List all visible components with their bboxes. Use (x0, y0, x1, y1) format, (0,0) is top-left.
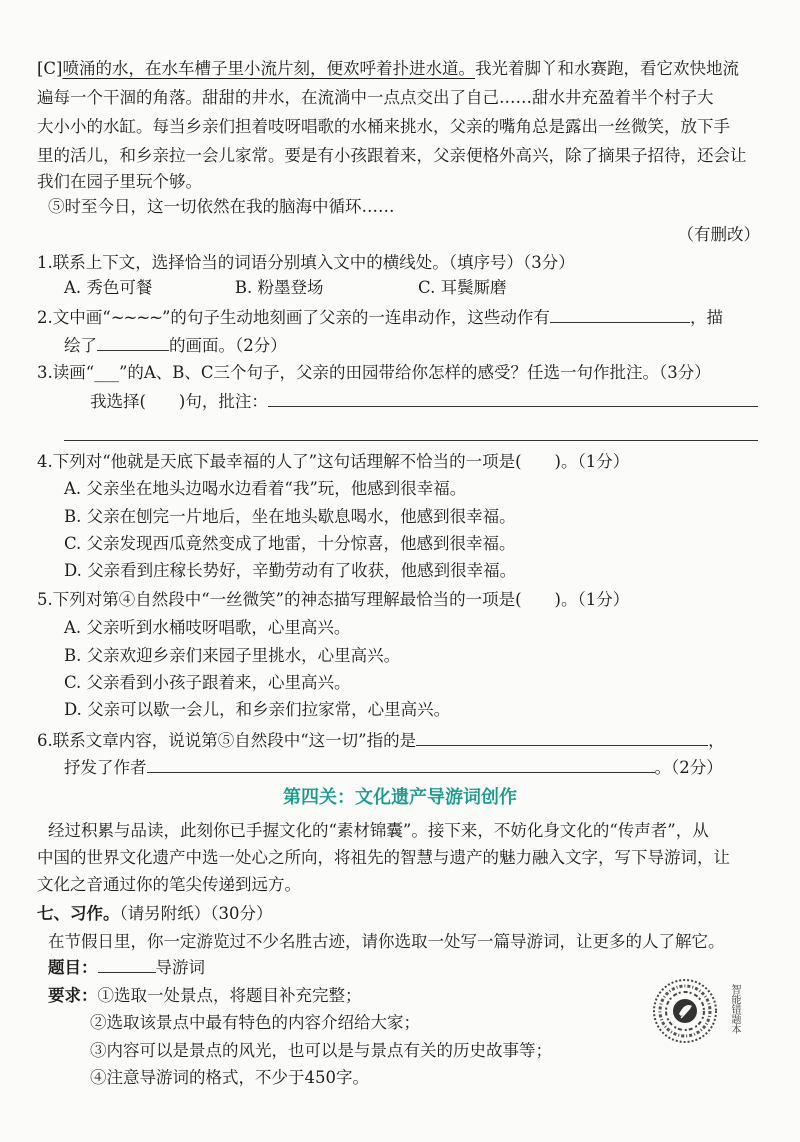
requirement-2: ②选取该景点中最有特色的内容介绍给大家； (90, 1013, 420, 1032)
passage-line-5: 我们在园子里玩个够。 (37, 172, 202, 191)
writing-note: （请另附纸）（30分） (119, 904, 273, 923)
edited-note: （有删改） (677, 225, 760, 244)
wavy-mark: ~~~~ (110, 308, 162, 327)
section-intro-3: 文化之音通过你的笔尖传递到远方。 (37, 875, 301, 894)
question-2-cont (64, 334, 760, 357)
title-label: 题目： (48, 958, 98, 977)
question-text: ，描 (689, 308, 723, 327)
question-text: 我选择( )句，批注： (90, 392, 268, 411)
passage-line-4: 里的活儿，和乡亲拉一会儿家常。要是有小孩跟着来，父亲便格外高兴，除了摘果子招待，还会让 (37, 146, 747, 165)
question-text: 。（2分） (654, 758, 723, 777)
question-text: 的画面。（2分） (169, 336, 287, 355)
question-1: 1.联系上下文，选择恰当的词语分别填入文中的横线处。（填序号）（3分） (37, 253, 575, 272)
underlined-sentence-c: 喷涌的水，在水车槽子里小流片刻，便欢呼着扑进水道。 (62, 59, 475, 78)
writing-title-line (48, 956, 760, 979)
question-6-cont (64, 756, 760, 779)
option-c: C. 耳鬓厮磨 (418, 278, 507, 297)
question-text: ， (708, 731, 725, 750)
title-blank[interactable] (98, 956, 156, 973)
section-intro-2: 中国的世界文化遗产中选一处心之所向，将祖先的智慧与遗产的魅力融入文字，写下导游词，让 (37, 848, 730, 867)
requirements-label: 要求： (48, 986, 98, 1005)
straight-mark: ___ (94, 363, 119, 382)
writing-prompt: 在节假日里，你一定游览过不少名胜古迹，请你选取一处写一篇导游词，让更多的人了解它。 (48, 932, 725, 951)
writing-heading-label: 七、习作。 (37, 904, 120, 923)
question-2 (37, 306, 760, 329)
question-5: 5.下列对第④自然段中“一丝微笑”的神态描写理解最恰当的一项是( )。（1分） (37, 590, 630, 609)
question-1-options (64, 277, 760, 299)
question-text: 绘了 (64, 336, 97, 355)
question-4-option-a: A. 父亲坐在地头边喝水边看着“我”玩，他感到很幸福。 (64, 479, 467, 498)
question-text: 抒发了作者 (64, 758, 147, 777)
question-text: ”的句子生动地刻画了父亲的一连串动作，这些动作有 (162, 308, 550, 327)
passage-line-3: 大小小的水缸。每当乡亲们担着吱呀唱歌的水桶来挑水，父亲的嘴角总是露出一丝微笑，放下手 (37, 117, 730, 136)
question-5-option-a: A. 父亲听到水桶吱呀唱歌，心里高兴。 (64, 618, 351, 637)
sentence-label-c: [C] (37, 59, 63, 78)
question-4-option-b: B. 父亲在刨完一片地后，坐在地头歇息喝水，他感到很幸福。 (64, 507, 516, 526)
answer-blank[interactable] (97, 334, 169, 351)
question-text: 3.读画“ (37, 363, 95, 382)
answer-blank[interactable] (147, 756, 655, 773)
question-5-option-b: B. 父亲欢迎乡亲们来园子里挑水，心里高兴。 (64, 646, 401, 665)
answer-line[interactable] (64, 440, 758, 441)
question-4: 4.下列对“他就是天底下最幸福的人了”这句话理解不恰当的一项是( )。（1分） (37, 452, 630, 471)
option-a: A. 秀色可餐 (64, 278, 153, 297)
title-suffix: 导游词 (155, 958, 205, 977)
answer-blank[interactable] (550, 306, 690, 323)
passage-line-2: 遍每一个干涸的角落。甜甜的井水，在流淌中一点点交出了自己……甜水井充盈着半个村子大 (37, 88, 714, 107)
section-intro-1: 经过积累与品读，此刻你已手握文化的“素材锦囊”。接下来，不妨化身文化的“传声者”，从 (48, 821, 709, 840)
option-b: B. 粉墨登场 (234, 278, 324, 297)
passage-paragraph-5: ⑤时至今日，这一切依然在我的脑海中循环…… (48, 197, 395, 216)
answer-blank[interactable] (416, 729, 708, 746)
question-text: 2.文中画“ (37, 308, 111, 327)
question-text: ”的A、B、C三个句子，父亲的田园带给你怎样的感受？任选一句作批注。（3分） (118, 363, 711, 382)
question-4-option-c: C. 父亲发现西瓜竟然变成了地雷，十分惊喜，他感到很幸福。 (64, 534, 516, 553)
writing-heading (37, 903, 760, 925)
question-3-choice (90, 390, 760, 413)
question-5-option-c: C. 父亲看到小孩子跟着来，心里高兴。 (64, 673, 351, 692)
passage-text: 我光着脚丫和水赛跑，看它欢快地流 (475, 59, 739, 78)
question-6 (37, 729, 760, 752)
brand-label: 智能错题本 (729, 984, 740, 1034)
question-text: 6.联系文章内容，说说第⑤自然段中“这一切”指的是 (37, 731, 417, 750)
question-5-option-d: D. 父亲可以歇一会儿，和乡亲们拉家常，心里高兴。 (64, 700, 451, 719)
question-4-option-d: D. 父亲看到庄稼长势好，辛勤劳动有了收获，他感到很幸福。 (64, 561, 517, 580)
annotation-blank[interactable] (268, 390, 758, 407)
question-3 (37, 362, 760, 384)
requirement-1: ①选取一处景点，将题目补充完整； (97, 986, 362, 1005)
section-title: 第四关：文化遗产导游词创作 (283, 787, 517, 808)
passage-line-1 (37, 58, 760, 80)
requirement-4: ④注意导游词的格式，不少于450字。 (90, 1068, 369, 1087)
qr-code-icon[interactable] (652, 978, 718, 1044)
requirement-3: ③内容可以是景点的风光，也可以是与景点有关的历史故事等； (90, 1041, 552, 1060)
